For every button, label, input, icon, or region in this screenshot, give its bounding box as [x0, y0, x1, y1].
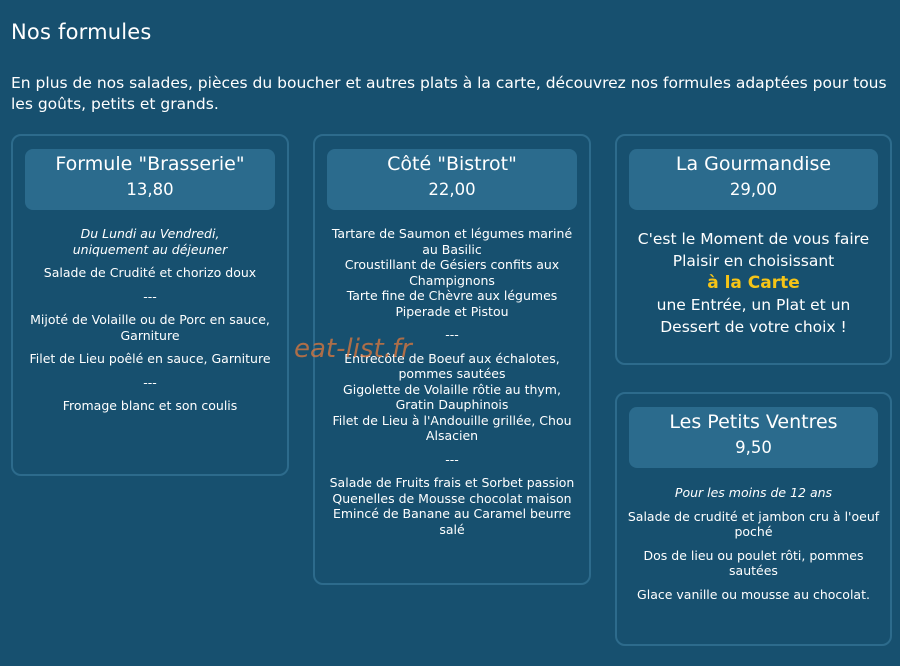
menu-item: Quenelles de Mousse chocolat maison — [332, 490, 572, 506]
separator: --- — [143, 288, 157, 304]
menu-item: Filet de Lieu poêlé en sauce, Garniture — [29, 351, 271, 366]
menu-item: Tarte fine de Chèvre aux légumes Piperade et Pistou — [346, 288, 558, 319]
menu-item: Entrecôte de Boeuf aux échalotes, pommes sautées — [344, 350, 560, 381]
card-title: Côté "Bistrot" — [387, 153, 517, 175]
card-body — [627, 485, 880, 602]
description-line: une Entrée, un Plat et un — [656, 296, 851, 314]
card-price: 22,00 — [428, 180, 476, 199]
description-line: Plaisir en choisissant — [672, 251, 835, 270]
card-header — [629, 407, 878, 468]
card-header — [629, 149, 878, 210]
card-les-petits-ventres — [615, 392, 892, 646]
menu-item: Salade de Fruits frais et Sorbet passion — [329, 475, 575, 490]
card-title: Les Petits Ventres — [669, 411, 838, 433]
menu-item: Dos de lieu ou poulet rôti, pommes sautées — [643, 547, 864, 578]
card-body — [23, 226, 277, 414]
description-line: C'est le Moment de vous faire — [637, 230, 870, 248]
card-la-gourmandise — [615, 134, 892, 365]
menu-item: Salade de Crudité et chorizo doux — [43, 265, 257, 280]
separator: --- — [445, 327, 459, 342]
menu-item: Salade de crudité et jambon cru à l'oeuf poché — [627, 508, 880, 539]
menu-item: Gigolette de Volaille rôtie au thym, Gratin Dauphinois — [343, 381, 561, 412]
menu-item: Tartare de Saumon et légumes mariné au Basilic — [331, 226, 573, 257]
card-header — [25, 149, 275, 210]
menu-item: Mijoté de Volaille ou de Porc en sauce, Garniture — [30, 312, 270, 343]
intro-text: En plus de nos salades, pièces du boucher et autres plats à la carte, découvrez nos formules adaptées pour tous les goûts, petits et grands. — [11, 74, 887, 113]
card-price: 9,50 — [735, 438, 772, 457]
card-body — [627, 229, 880, 338]
separator: --- — [143, 374, 157, 390]
separator: --- — [445, 451, 459, 467]
card-title: La Gourmandise — [675, 153, 832, 175]
card-title: Formule "Brasserie" — [55, 153, 245, 175]
availability-note: Du Lundi au Vendredi, — [80, 226, 220, 241]
age-note: Pour les moins de 12 ans — [674, 485, 833, 500]
card-price: 29,00 — [729, 180, 778, 199]
page-title: Nos formules — [11, 20, 152, 44]
menu-item: Filet de Lieu à l'Andouille grillée, Chou Alsacien — [332, 412, 572, 443]
card-formule-brasserie — [11, 134, 289, 476]
card-body — [325, 226, 579, 537]
highlight-a-la-carte: à la Carte — [707, 273, 800, 293]
watermark: eat-list.fr — [294, 334, 412, 364]
menu-item: Glace vanille ou mousse au chocolat. — [637, 586, 870, 602]
description-line: Dessert de votre choix ! — [660, 317, 847, 336]
card-header — [327, 149, 577, 210]
card-price: 13,80 — [126, 180, 174, 199]
menu-item: Fromage blanc et son coulis — [62, 398, 238, 413]
menu-item: Emincé de Banane au Caramel beurre salé — [332, 506, 572, 537]
availability-note: uniquement au déjeuner — [72, 241, 228, 257]
menu-item: Croustillant de Gésiers confits aux Champignons — [344, 257, 560, 288]
